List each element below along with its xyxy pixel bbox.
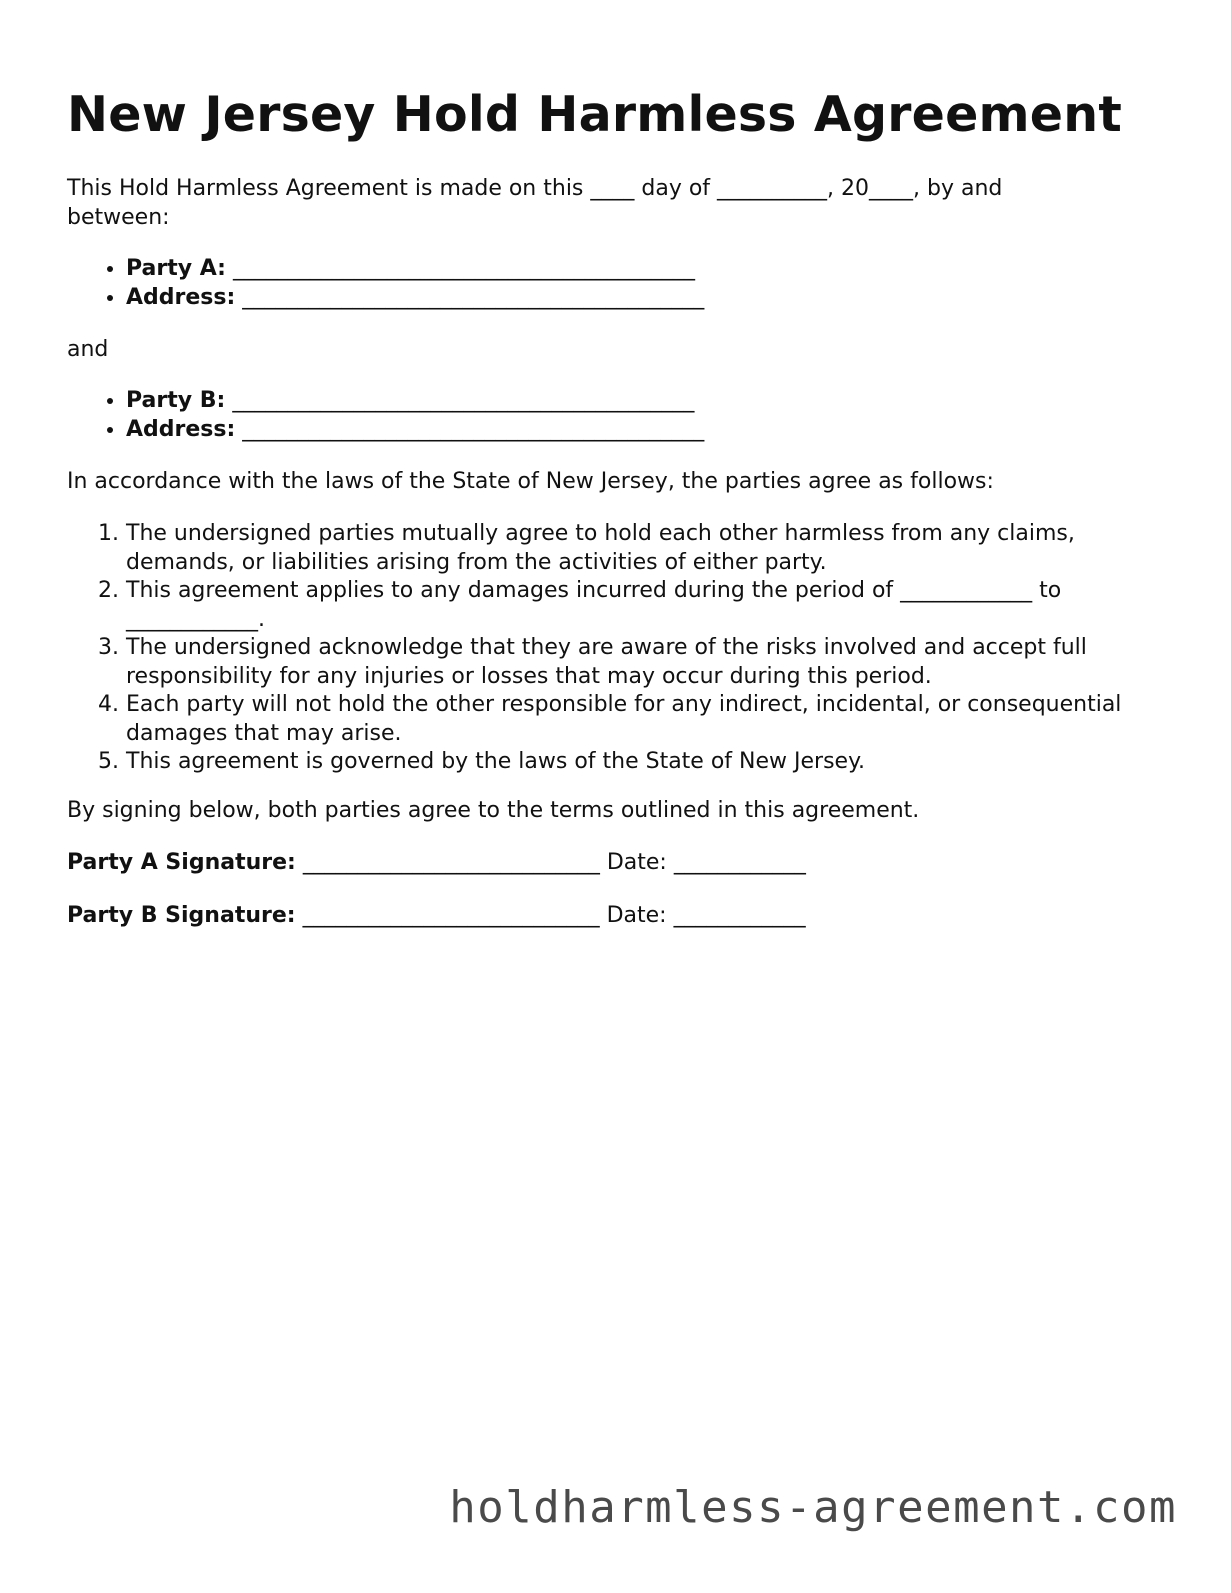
party-a-signature-blank: ___________________________ xyxy=(302,850,600,875)
party-a-date-blank: ____________ xyxy=(673,850,806,875)
list-item xyxy=(126,284,704,313)
party-b-label: Party B: xyxy=(126,388,226,413)
site-watermark: holdharmless-agreement.com xyxy=(449,1482,1177,1533)
party-b-signature-label: Party B Signature: xyxy=(67,903,296,928)
term-item: 2. This agreement applies to any damages incurred during the period of ____________ to ____________. xyxy=(126,577,1139,634)
party-b-signature-line xyxy=(67,902,806,931)
party-a-list xyxy=(67,255,704,312)
party-b-signature-blank: ___________________________ xyxy=(302,903,600,928)
term-item: 3. The undersigned acknowledge that they are aware of the risks involved and accept full responsibility for any injuries or losses that may occur during this period. xyxy=(126,634,1139,691)
party-a-address-label: Address: xyxy=(126,284,236,310)
party-b-address-label: Address: xyxy=(126,416,236,442)
party-b-date-blank: ____________ xyxy=(673,903,806,928)
party-a-blank: __________________________________________ xyxy=(232,256,695,281)
party-a-label: Party A: xyxy=(126,256,226,281)
intro-paragraph: This Hold Harmless Agreement is made on this ____ day of __________, 20____, by and between: xyxy=(67,176,1003,230)
party-b-date-label: Date: xyxy=(606,903,667,928)
and-text: and xyxy=(67,337,109,362)
list-item xyxy=(126,255,704,284)
party-b-blank: __________________________________________ xyxy=(232,388,695,413)
signing-statement: By signing below, both parties agree to the terms outlined in this agreement. xyxy=(67,798,920,823)
term-item: 5. This agreement is governed by the laws of the State of New Jersey. xyxy=(126,748,1139,777)
party-a-signature-line xyxy=(67,849,806,878)
party-a-date-label: Date: xyxy=(606,850,667,875)
accordance-paragraph: In accordance with the laws of the State of New Jersey, the parties agree as follows: xyxy=(67,469,994,494)
terms-list xyxy=(67,520,1139,777)
list-item xyxy=(126,416,704,445)
party-a-signature-label: Party A Signature: xyxy=(67,850,296,875)
party-a-address-blank: __________________________________________ xyxy=(242,284,705,310)
party-b-list xyxy=(67,387,704,444)
list-item xyxy=(126,387,704,416)
term-item: 4. Each party will not hold the other responsible for any indirect, incidental, or consequential damages that may arise. xyxy=(126,691,1139,748)
party-b-address-blank: __________________________________________ xyxy=(242,416,705,442)
document-title: New Jersey Hold Harmless Agreement xyxy=(67,86,1122,143)
term-item: 1. The undersigned parties mutually agree to hold each other harmless from any claims, demands, or liabilities arising from the activities of either party. xyxy=(126,520,1139,577)
